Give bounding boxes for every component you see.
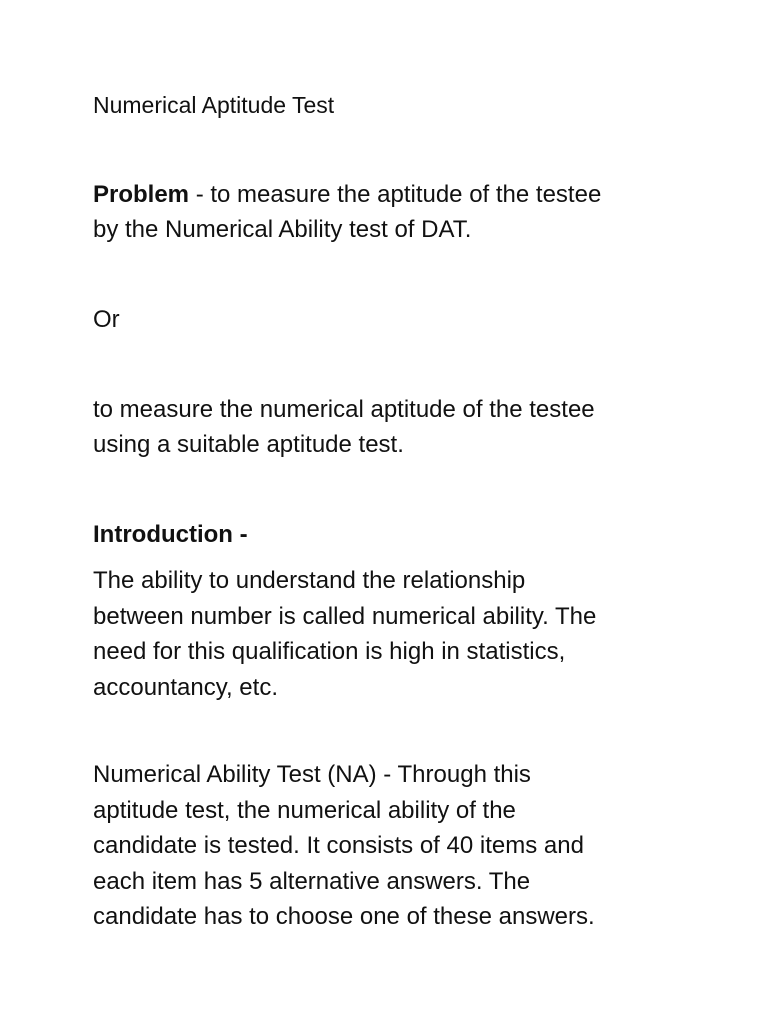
alternative-line-2: using a suitable aptitude test. (93, 431, 404, 458)
alternative-line-1: to measure the numerical aptitude of the testee (93, 396, 595, 423)
introduction-line: The ability to understand the relationship (93, 567, 526, 594)
introduction-line: accountancy, etc. (93, 673, 278, 701)
introduction-line: need for this qualification is high in statistics, (93, 638, 566, 665)
problem-paragraph (93, 177, 693, 247)
problem-line-1 (93, 177, 693, 212)
introduction-heading: Introduction - (93, 521, 248, 548)
na-line: Numerical Ability Test (NA) - Through this (93, 761, 531, 788)
or-separator: Or (93, 306, 120, 333)
introduction-line: between number is called numerical ability. The (93, 602, 597, 630)
problem-line-1-text: - to measure the aptitude of the testee (189, 181, 602, 208)
problem-line-2: by the Numerical Ability test of DAT. (93, 216, 472, 243)
alternative-problem-paragraph (93, 392, 693, 462)
document-title: Numerical Aptitude Test (93, 92, 335, 118)
numerical-ability-test-paragraph (93, 757, 693, 935)
na-line: each item has 5 alternative answers. The (93, 867, 531, 895)
na-line: candidate is tested. It consists of 40 items and (93, 832, 584, 859)
problem-label: Problem (93, 181, 190, 208)
na-line: candidate has to choose one of these answers. (93, 903, 595, 930)
na-line: aptitude test, the numerical ability of the (93, 796, 516, 824)
introduction-paragraph (93, 563, 693, 705)
